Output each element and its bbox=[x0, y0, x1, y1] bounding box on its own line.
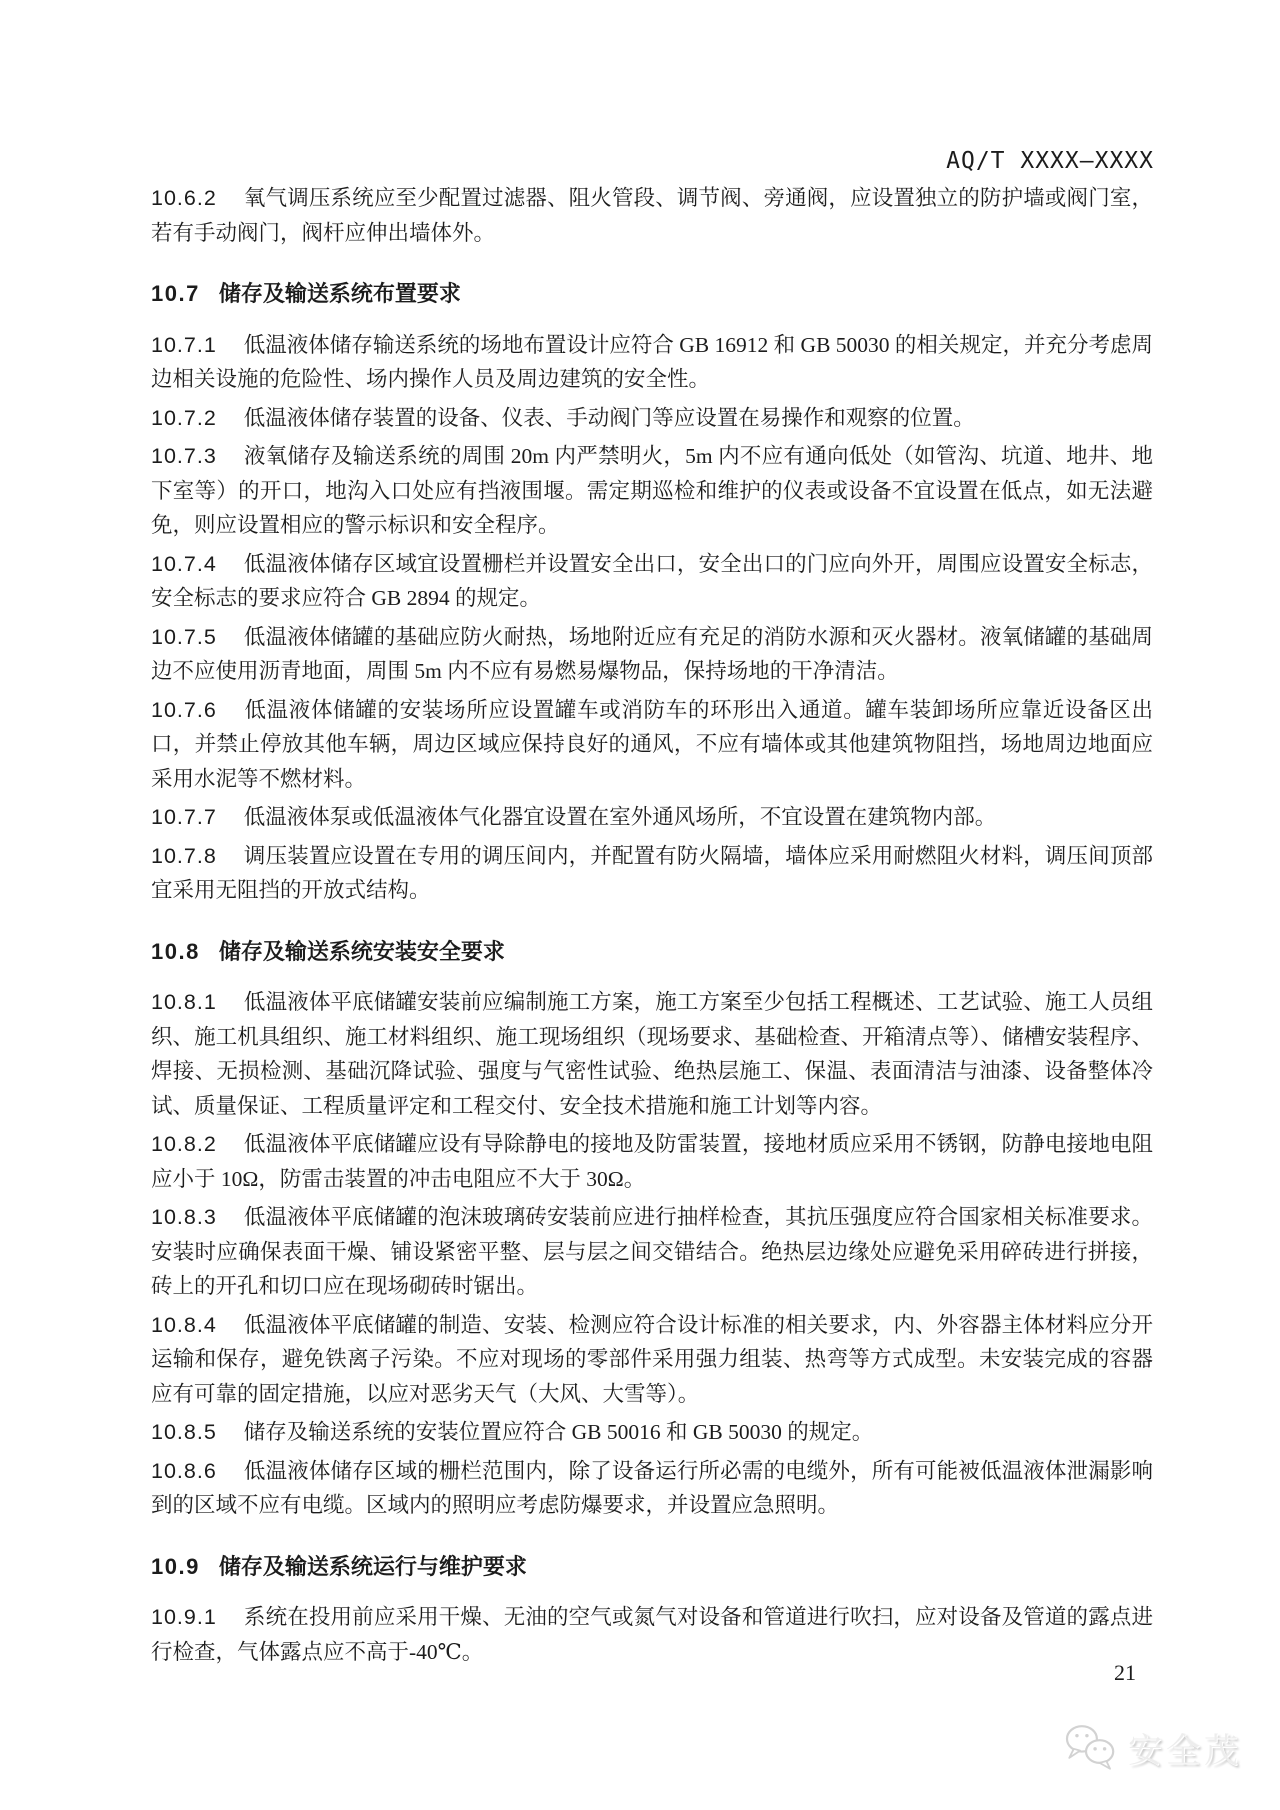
clause-paragraph bbox=[151, 181, 1153, 250]
clause-number: 10.7.5 bbox=[151, 624, 217, 649]
clause-paragraph bbox=[151, 328, 1153, 397]
clause-number: 10.7.7 bbox=[151, 805, 217, 829]
clause-text: 低温液体储存区域的栅栏范围内，除了设备运行所必需的电缆外，所有可能被低温液体泄漏影响到的区域不应有电缆。区域内的照明应考虑防爆要求，并设置应急照明。 bbox=[151, 1458, 1153, 1517]
wechat-icon bbox=[1062, 1722, 1120, 1772]
clause-text: 低温液体储存输送系统的场地布置设计应符合 GB 16912 和 GB 50030 的相关规定，并充分考虑周边相关设施的危险性、场内操作人员及周边建筑的安全性。 bbox=[151, 332, 1153, 391]
clause-number: 10.8.1 bbox=[151, 990, 217, 1014]
clause-number: 10.8.3 bbox=[151, 1205, 217, 1229]
section-heading-text: 储存及输送系统布置要求 bbox=[218, 281, 461, 306]
clause-paragraph bbox=[151, 839, 1153, 908]
watermark bbox=[1062, 1722, 1242, 1772]
clause-number: 10.8.6 bbox=[151, 1458, 217, 1483]
section-heading-text: 储存及输送系统安装安全要求 bbox=[218, 938, 505, 964]
clause-number: 10.8.5 bbox=[151, 1420, 217, 1444]
clause-paragraph bbox=[151, 1600, 1153, 1669]
document-body bbox=[151, 181, 1153, 1673]
clause-paragraph bbox=[151, 439, 1153, 543]
clause-paragraph bbox=[151, 1127, 1153, 1196]
clause-number: 10.9.1 bbox=[151, 1605, 217, 1629]
clause-number: 10.7.8 bbox=[151, 843, 217, 868]
clause-text: 低温液体储罐的安装场所应设置罐车或消防车的环形出入通道。罐车装卸场所应靠近设备区出口，并禁止停放其他车辆，周边区域应保持良好的通风，不应有墙体或其他建筑物阻挡，场地周边地面应采用水泥等不燃材料。 bbox=[151, 697, 1153, 791]
clause-number: 10.7 bbox=[151, 281, 200, 306]
doc-code-header: AQ/T XXXX—XXXX bbox=[946, 148, 1154, 174]
clause-text: 调压装置应设置在专用的调压间内，并配置有防火隔墙，墙体应采用耐燃阻火材料，调压间顶部宜采用无阻挡的开放式结构。 bbox=[151, 843, 1153, 902]
clause-number: 10.8.4 bbox=[151, 1312, 217, 1337]
clause-paragraph bbox=[151, 1454, 1153, 1523]
clause-text: 储存及输送系统的安装位置应符合 GB 50016 和 GB 50030 的规定。 bbox=[243, 1420, 874, 1444]
clause-number: 10.7.4 bbox=[151, 551, 217, 576]
clause-number: 10.7.1 bbox=[151, 332, 217, 357]
clause-paragraph bbox=[151, 1415, 1153, 1450]
clause-text: 低温液体储罐的基础应防火耐热，场地附近应有充足的消防水源和灭火器材。液氧储罐的基础周边不应使用沥青地面，周围 5m 内不应有易燃易爆物品，保持场地的干净清洁。 bbox=[151, 624, 1153, 683]
clause-paragraph bbox=[151, 985, 1153, 1123]
clause-paragraph bbox=[151, 800, 1153, 835]
clause-number: 10.6.2 bbox=[151, 186, 217, 210]
clause-paragraph bbox=[151, 401, 1153, 436]
section-heading-text: 储存及输送系统运行与维护要求 bbox=[218, 1553, 527, 1579]
clause-text: 低温液体储存区域宜设置栅栏并设置安全出口，安全出口的门应向外开，周围应设置安全标志，安全标志的要求应符合 GB 2894 的规定。 bbox=[151, 551, 1153, 610]
clause-text: 系统在投用前应采用干燥、无油的空气或氮气对设备和管道进行吹扫，应对设备及管道的露点进行检查，气体露点应不高于-40℃。 bbox=[151, 1605, 1153, 1664]
clause-paragraph bbox=[151, 1200, 1153, 1304]
page-number: 21 bbox=[1114, 1660, 1136, 1685]
section-heading bbox=[151, 935, 1153, 970]
clause-paragraph bbox=[151, 547, 1153, 616]
clause-number: 10.9 bbox=[151, 1553, 200, 1579]
section-heading bbox=[151, 1550, 1153, 1585]
clause-paragraph bbox=[151, 620, 1153, 689]
clause-paragraph bbox=[151, 693, 1153, 797]
clause-text: 液氧储存及输送系统的周围 20m 内严禁明火，5m 内不应有通向低处（如管沟、坑道、地井、地下室等）的开口，地沟入口处应有挡液围堰。需定期巡检和维护的仪表或设备不宜设置在低点，如无法避免，则应设置相应的警示标识和安全程序。 bbox=[151, 444, 1153, 537]
clause-text: 低温液体平底储罐的制造、安装、检测应符合设计标准的相关要求，内、外容器主体材料应分开运输和保存，避免铁离子污染。不应对现场的零部件采用强力组装、热弯等方式成型。未安装完成的容器应有可靠的固定措施，以应对恶劣天气（大风、大雪等）。 bbox=[151, 1312, 1153, 1406]
clause-number: 10.7.3 bbox=[151, 444, 217, 468]
clause-number: 10.7.6 bbox=[151, 697, 217, 722]
clause-number: 10.8 bbox=[151, 938, 200, 964]
clause-text: 低温液体平底储罐的泡沫玻璃砖安装前应进行抽样检查，其抗压强度应符合国家相关标准要求。安装时应确保表面干燥、铺设紧密平整、层与层之间交错结合。绝热层边缘处应避免采用碎砖进行拼接，砖上的开孔和切口应在现场砌砖时锯出。 bbox=[151, 1205, 1153, 1298]
clause-text: 氧气调压系统应至少配置过滤器、阻火管段、调节阀、旁通阀，应设置独立的防护墙或阀门室，若有手动阀门，阀杆应伸出墙体外。 bbox=[151, 186, 1153, 245]
clause-text: 低温液体储存装置的设备、仪表、手动阀门等应设置在易操作和观察的位置。 bbox=[243, 405, 975, 430]
watermark-text: 安全茂 bbox=[1128, 1731, 1242, 1770]
clause-text: 低温液体平底储罐应设有导除静电的接地及防雷装置，接地材质应采用不锈钢，防静电接地电阻应小于 10Ω，防雷击装置的冲击电阻应不大于 30Ω。 bbox=[151, 1132, 1153, 1191]
clause-number: 10.7.2 bbox=[151, 405, 217, 430]
clause-text: 低温液体泵或低温液体气化器宜设置在室外通风场所，不宜设置在建筑物内部。 bbox=[243, 805, 997, 829]
clause-text: 低温液体平底储罐安装前应编制施工方案，施工方案至少包括工程概述、工艺试验、施工人员组织、施工机具组织、施工材料组织、施工现场组织（现场要求、基础检查、开箱清点等）、储槽安装程序、焊接、无损检测、基础沉降试验、强度与气密性试验、绝热层施工、保温、表面清洁与油漆、设备整体冷试、质量保证、工程质量评定和工程交付、安全技术措施和施工计划等内容。 bbox=[151, 990, 1153, 1118]
section-heading bbox=[151, 277, 1153, 312]
clause-paragraph bbox=[151, 1308, 1153, 1412]
clause-number: 10.8.2 bbox=[151, 1132, 217, 1156]
